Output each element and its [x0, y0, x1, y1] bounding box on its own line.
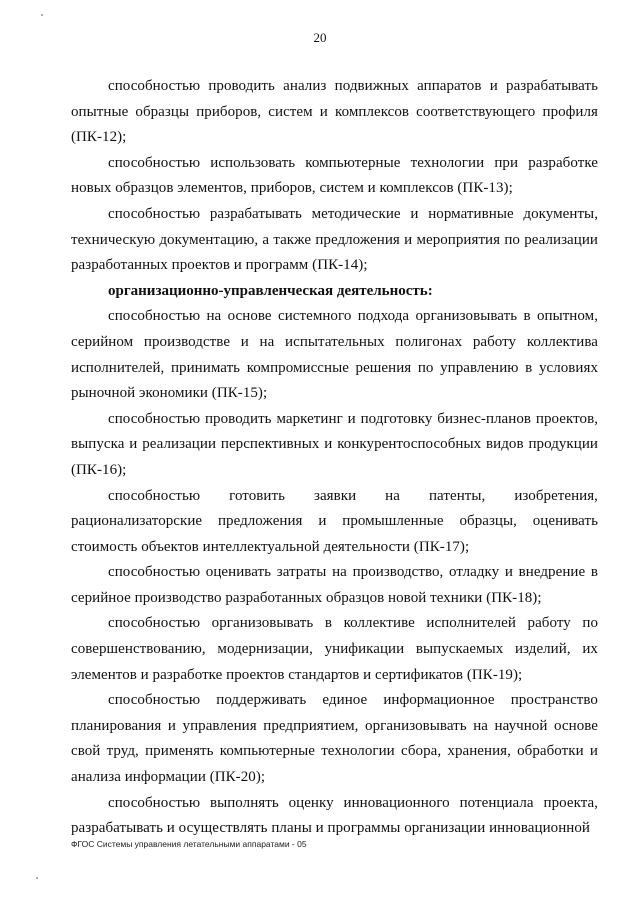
- scan-speck: [36, 877, 38, 879]
- paragraph-pk-16: способностью проводить маркетинг и подготовку бизнес-планов проектов, выпуска и реализации перспективных и конкурентоспособных видов продукции (ПК-16);: [71, 410, 598, 478]
- paragraph-pk-14: способностью разрабатывать методические и нормативные документы, техническую документацию, а также предложения и мероприятия по реализации разработанных проектов и программ (ПК-14);: [71, 205, 598, 274]
- paragraph-pk-12: способностью проводить анализ подвижных аппаратов и разрабатывать опытные образцы приборов, систем и комплексов соответствующего профиля (ПК-12);: [71, 78, 598, 146]
- paragraph-pk-17: способностью готовить заявки на патенты, изобретения, рационализаторские предложения и промышленные образцы, оценивать стоимость объектов интеллектуальной деятельности (ПК-17);: [71, 487, 598, 555]
- document-footer: ФГОС Системы управления летательными аппаратами - 05: [71, 839, 307, 849]
- paragraph-pk-13: способностью использовать компьютерные технологии при разработке новых образцов элементов, приборов, систем и комплексов (ПК-13);: [71, 154, 598, 197]
- paragraph-pk-19: способностью организовывать в коллективе исполнителей работу по совершенствованию, модернизации, унификации выпускаемых изделий, их элементов и разработке проектов стандартов и сертификатов (ПК-19);: [71, 615, 598, 683]
- scan-speck: [41, 14, 43, 16]
- section-heading: организационно-управленческая деятельность:: [108, 282, 433, 299]
- document-body: [71, 74, 598, 842]
- paragraph-pk-20: способностью поддерживать единое информационное пространство планирования и управления предприятием, организовывать на научной основе свой труд, применять компьютерные технологии сбора, хранения, обработки и анализа информации (ПК-20);: [71, 692, 598, 786]
- paragraph-pk-15: способностью на основе системного подхода организовывать в опытном, серийном производстве и на испытательных полигонах работу коллектива исполнителей, принимать компромиссные решения по управлению в условиях рыночной экономики (ПК-15);: [71, 308, 598, 402]
- paragraph-pk-21-start: способностью выполнять оценку инновационного потенциала проекта, разрабатывать и осуществлять планы и программы организации инновационной: [71, 794, 598, 837]
- page-number: 20: [313, 30, 327, 45]
- paragraph-pk-18: способностью оценивать затраты на производство, отладку и внедрение в серийное производство разработанных образцов новой техники (ПК-18);: [71, 564, 598, 606]
